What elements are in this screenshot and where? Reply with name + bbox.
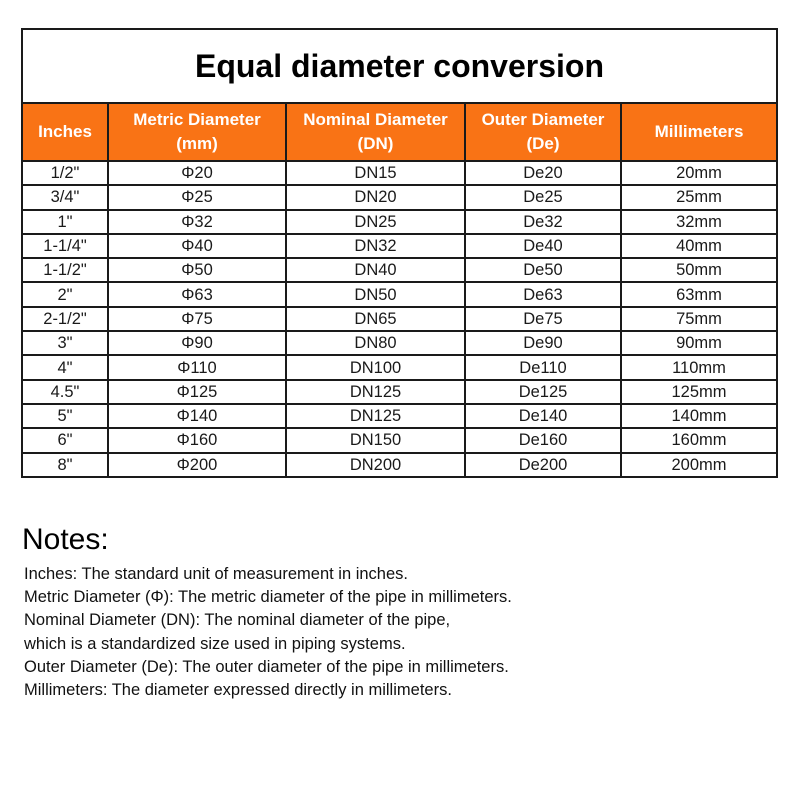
cell-inches: 6" [22,428,108,452]
cell-outer-diameter: De25 [465,185,621,209]
cell-nominal-diameter: DN50 [286,282,465,306]
cell-metric-diameter: Φ125 [108,380,286,404]
cell-nominal-diameter: DN200 [286,453,465,477]
table-title: Equal diameter conversion [22,29,777,103]
header-label: Metric Diameter [133,110,261,129]
header-sublabel: (DN) [357,134,394,153]
note-line: Inches: The standard unit of measurement in inches. [24,565,408,583]
cell-inches: 1-1/4" [22,234,108,258]
cell-millimeters: 75mm [621,307,777,331]
header-outer-diameter [465,103,621,161]
cell-outer-diameter: De63 [465,282,621,306]
cell-inches: 1/2" [22,161,108,185]
note-line: Nominal Diameter (DN): The nominal diameter of the pipe, [24,611,451,630]
cell-inches: 2-1/2" [22,307,108,331]
cell-metric-diameter: Φ25 [108,185,286,209]
cell-nominal-diameter: DN15 [286,161,465,185]
table-row [22,355,777,379]
cell-nominal-diameter: DN32 [286,234,465,258]
table-row [22,210,777,234]
notes-section [22,523,512,702]
cell-metric-diameter: Φ32 [108,210,286,234]
cell-inches: 3/4" [22,185,108,209]
header-nominal-diameter [286,103,465,161]
header-metric-diameter [108,103,286,161]
cell-nominal-diameter: DN65 [286,307,465,331]
cell-millimeters: 90mm [621,331,777,355]
cell-inches: 1-1/2" [22,258,108,282]
header-sublabel: (De) [526,134,560,153]
cell-outer-diameter: De50 [465,258,621,282]
cell-nominal-diameter: DN80 [286,331,465,355]
table-row [22,380,777,404]
cell-metric-diameter: Φ90 [108,331,286,355]
table-row [22,428,777,452]
cell-metric-diameter: Φ200 [108,453,286,477]
cell-millimeters: 140mm [621,404,777,428]
cell-millimeters: 125mm [621,380,777,404]
note-line: Millimeters: The diameter expressed directly in millimeters. [24,681,452,700]
table-row [22,161,777,185]
cell-outer-diameter: De110 [465,355,621,379]
cell-metric-diameter: Φ110 [108,355,286,379]
cell-nominal-diameter: DN150 [286,428,465,452]
cell-metric-diameter: Φ160 [108,428,286,452]
table-row [22,185,777,209]
cell-outer-diameter: De200 [465,453,621,477]
table-row [22,282,777,306]
cell-outer-diameter: De32 [465,210,621,234]
cell-millimeters: 110mm [621,355,777,379]
header-millimeters [621,103,777,161]
cell-nominal-diameter: DN25 [286,210,465,234]
cell-metric-diameter: Φ75 [108,307,286,331]
cell-metric-diameter: Φ63 [108,282,286,306]
cell-outer-diameter: De40 [465,234,621,258]
notes-title: Notes: [22,523,109,556]
cell-inches: 4" [22,355,108,379]
cell-inches: 3" [22,331,108,355]
cell-metric-diameter: Φ140 [108,404,286,428]
note-line: which is a standardized size used in piping systems. [24,634,406,653]
cell-inches: 8" [22,453,108,477]
cell-inches: 1" [22,210,108,234]
table-row [22,234,777,258]
cell-outer-diameter: De90 [465,331,621,355]
header-label: Millimeters [654,122,744,141]
cell-millimeters: 25mm [621,185,777,209]
cell-metric-diameter: Φ20 [108,161,286,185]
cell-outer-diameter: De75 [465,307,621,331]
cell-nominal-diameter: DN40 [286,258,465,282]
cell-metric-diameter: Φ50 [108,258,286,282]
note-line: Outer Diameter (De): The outer diameter of the pipe in millimeters. [24,657,509,676]
table-row [22,404,777,428]
cell-outer-diameter: De20 [465,161,621,185]
cell-millimeters: 32mm [621,210,777,234]
cell-inches: 2" [22,282,108,306]
table-row [22,307,777,331]
note-line: Metric Diameter (Φ): The metric diameter of the pipe in millimeters. [24,588,512,607]
header-label: Inches [38,122,92,141]
cell-millimeters: 50mm [621,258,777,282]
cell-millimeters: 20mm [621,161,777,185]
table-row [22,331,777,355]
cell-nominal-diameter: DN100 [286,355,465,379]
table-body [22,161,777,477]
cell-millimeters: 40mm [621,234,777,258]
cell-nominal-diameter: DN125 [286,380,465,404]
header-label: Outer Diameter [481,110,605,129]
cell-outer-diameter: De140 [465,404,621,428]
cell-outer-diameter: De125 [465,380,621,404]
cell-millimeters: 200mm [621,453,777,477]
header-sublabel: (mm) [176,134,218,153]
table-row [22,453,777,477]
cell-nominal-diameter: DN20 [286,185,465,209]
header-label: Nominal Diameter [303,110,448,129]
cell-millimeters: 160mm [621,428,777,452]
cell-inches: 4.5" [22,380,108,404]
cell-outer-diameter: De160 [465,428,621,452]
cell-inches: 5" [22,404,108,428]
table-row [22,258,777,282]
header-inches [22,103,108,161]
cell-nominal-diameter: DN125 [286,404,465,428]
cell-millimeters: 63mm [621,282,777,306]
cell-metric-diameter: Φ40 [108,234,286,258]
header-row [22,103,777,161]
conversion-table [21,28,778,478]
